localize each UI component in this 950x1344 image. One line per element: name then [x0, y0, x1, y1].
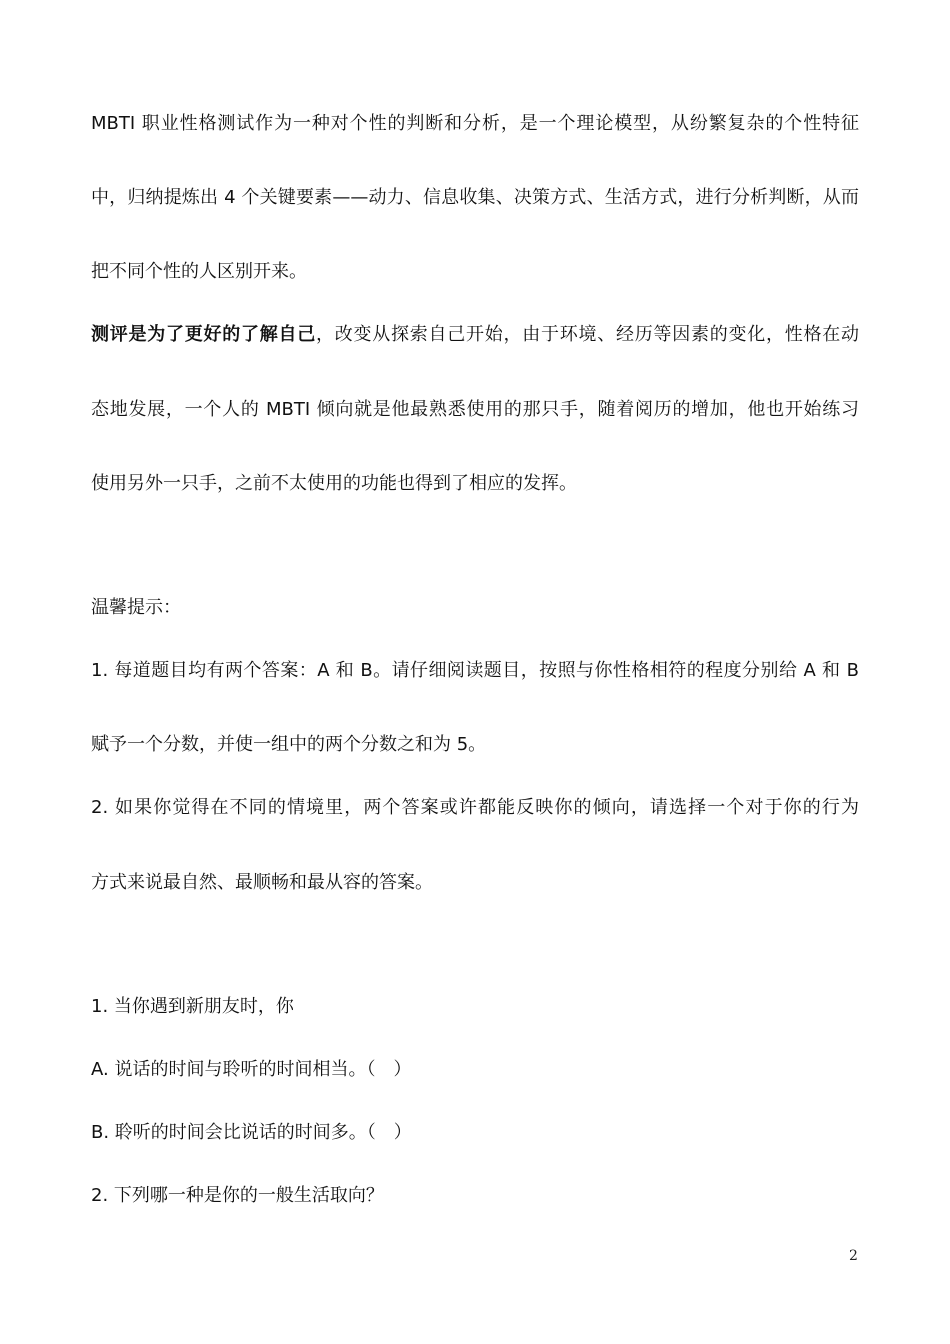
question-1: 1. 当你遇到新朋友时，你 — [91, 996, 294, 1017]
intro-line-1: MBTI 职业性格测试作为一种对个性的判断和分析，是一个理论模型，从纷繁复杂的个性特征 — [91, 113, 859, 134]
question-1-option-b: B. 聆听的时间会比说话的时间多。（ ） — [91, 1122, 412, 1143]
intro-line-3: 把不同个性的人区别开来。 — [91, 261, 307, 282]
tip-2-line-2: 方式来说最自然、最顺畅和最从容的答案。 — [91, 872, 433, 893]
question-1-option-a: A. 说话的时间与聆听的时间相当。（ ） — [91, 1059, 412, 1080]
intro-line-2: 中，归纳提炼出 4 个关键要素——动力、信息收集、决策方式、生活方式，进行分析判断，从而 — [91, 187, 859, 208]
tip-1-line-1: 1. 每道题目均有两个答案：A 和 B。请仔细阅读题目，按照与你性格相符的程度分别给 A 和 B — [91, 660, 859, 681]
evaluation-line-1 — [91, 322, 859, 348]
evaluation-line-2: 态地发展，一个人的 MBTI 倾向就是他最熟悉使用的那只手，随着阅历的增加，他也开始练习 — [91, 399, 859, 420]
question-2: 2. 下列哪一种是你的一般生活取向？ — [91, 1185, 384, 1206]
tip-2-line-1: 2. 如果你觉得在不同的情境里，两个答案或许都能反映你的倾向，请选择一个对于你的行为 — [91, 797, 859, 818]
tips-heading: 温馨提示： — [91, 597, 181, 618]
evaluation-lead: 测评是为了更好的了解自己 — [91, 324, 316, 345]
evaluation-line-3: 使用另外一只手，之前不太使用的功能也得到了相应的发挥。 — [91, 473, 577, 494]
page-number: 2 — [849, 1248, 858, 1264]
tip-1-line-2: 赋予一个分数，并使一组中的两个分数之和为 5。 — [91, 734, 487, 755]
evaluation-line-1-rest: ，改变从探索自己开始，由于环境、经历等因素的变化，性格在动 — [316, 324, 859, 345]
